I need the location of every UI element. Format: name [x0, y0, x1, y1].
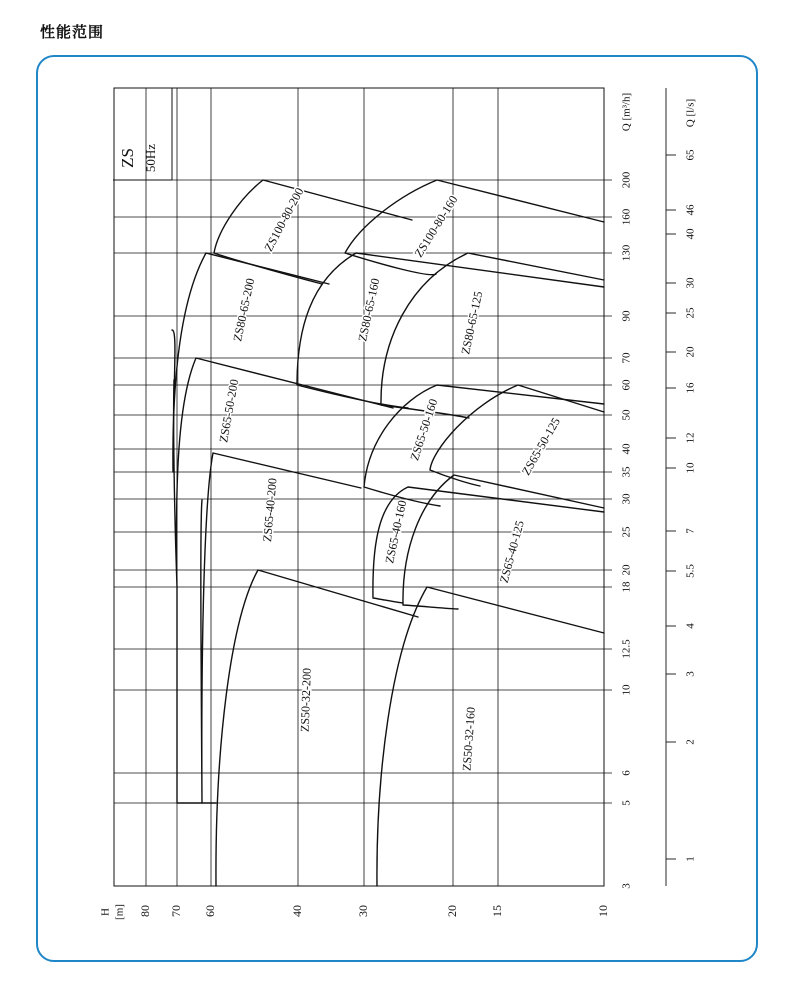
- tick-q-50: 50: [620, 409, 633, 421]
- tick-q-160: 160: [620, 208, 633, 226]
- tick-qls-7: 7: [684, 528, 697, 534]
- curve-zs80-65-125: [381, 253, 604, 418]
- chart-subtitle: 50Hz: [142, 143, 158, 173]
- series-label-zs80-65-200: ZS80-65-200: [230, 276, 258, 343]
- tick-q-6: 6: [620, 770, 633, 776]
- series-label-zs65-40-160: ZS65-40-160: [382, 498, 410, 565]
- tick-q-30: 30: [620, 493, 633, 505]
- tick-q-35: 35: [620, 466, 633, 478]
- tick-q-3: 3: [620, 883, 633, 889]
- curve-zs65-40-200: [201, 453, 361, 803]
- tick-q-130: 130: [620, 244, 633, 262]
- tick-qls-16: 16: [684, 382, 697, 394]
- tick-qls-65: 65: [684, 149, 697, 161]
- tick-h-70: 70: [168, 905, 183, 917]
- tick-q-200: 200: [620, 171, 633, 189]
- tick-qls-3: 3: [684, 671, 697, 677]
- series-label-zs65-50-200: ZS65-50-200: [216, 378, 242, 444]
- tick-qls-12: 12: [684, 432, 697, 444]
- series-label-zs100-80-200: ZS100-80-200: [261, 185, 307, 254]
- tick-q-60: 60: [620, 379, 633, 391]
- tick-q-18: 18: [620, 581, 633, 593]
- tick-q-70: 70: [620, 352, 633, 364]
- tick-qls-1: 1: [684, 856, 697, 862]
- tick-qls-4: 4: [684, 623, 697, 629]
- tick-qls-30: 30: [684, 277, 697, 289]
- axis-label-q: Q [m³/h]: [620, 92, 633, 132]
- tick-q-40: 40: [620, 443, 633, 455]
- series-label-zs80-65-160: ZS80-65-160: [355, 276, 383, 343]
- tick-h-60: 60: [202, 905, 217, 917]
- tick-q-5: 5: [620, 800, 633, 806]
- series-label-zs100-80-160: ZS100-80-160: [411, 192, 461, 260]
- curve-zs100-80-200: [214, 180, 412, 284]
- tick-h-80: 80: [137, 905, 152, 917]
- tick-h-30: 30: [355, 905, 370, 917]
- tick-qls-2: 2: [684, 739, 697, 745]
- series-label-zs65-50-125: ZS65-50-125: [518, 415, 563, 478]
- curve-zs65-50-200: [174, 358, 393, 587]
- tick-q-25: 25: [620, 526, 633, 538]
- tick-h-40: 40: [289, 905, 304, 917]
- tick-qls-10: 10: [684, 462, 697, 474]
- tick-qls-25: 25: [684, 307, 697, 319]
- series-label-zs80-65-125: ZS80-65-125: [458, 289, 486, 356]
- series-label-zs65-50-160: ZS65-50-160: [407, 397, 441, 463]
- tick-h-20: 20: [444, 905, 459, 917]
- axis-label-h-symbol: H: [99, 908, 112, 916]
- chart-title: ZS: [117, 148, 137, 168]
- tick-qls-20: 20: [684, 346, 697, 358]
- tick-qls-5-5: 5.5: [684, 564, 697, 578]
- series-label-zs50-32-160: ZS50-32-160: [459, 706, 478, 772]
- axis-label-qls: Q [l/s]: [684, 98, 697, 128]
- tick-q-10: 10: [620, 684, 633, 696]
- series-label-zs65-40-125: ZS65-40-125: [496, 518, 527, 585]
- axis-label-h-unit: [m]: [113, 904, 126, 920]
- tick-qls-40: 40: [684, 228, 697, 240]
- tick-q-20: 20: [620, 564, 633, 576]
- page-title: 性能范围: [40, 23, 105, 41]
- curve-zs50-32-160: [377, 587, 604, 886]
- tick-qls-46: 46: [684, 204, 697, 216]
- tick-q-90: 90: [620, 310, 633, 322]
- tick-h-15: 15: [489, 905, 504, 917]
- tick-q-12-5: 12.5: [620, 639, 633, 659]
- curve-zs65-50-125: [430, 385, 604, 486]
- tick-h-10: 10: [595, 905, 610, 917]
- curve-zs100-80-160: [345, 180, 604, 275]
- series-label-zs50-32-200: ZS50-32-200: [297, 667, 314, 733]
- series-label-zs65-40-200: ZS65-40-200: [259, 477, 280, 543]
